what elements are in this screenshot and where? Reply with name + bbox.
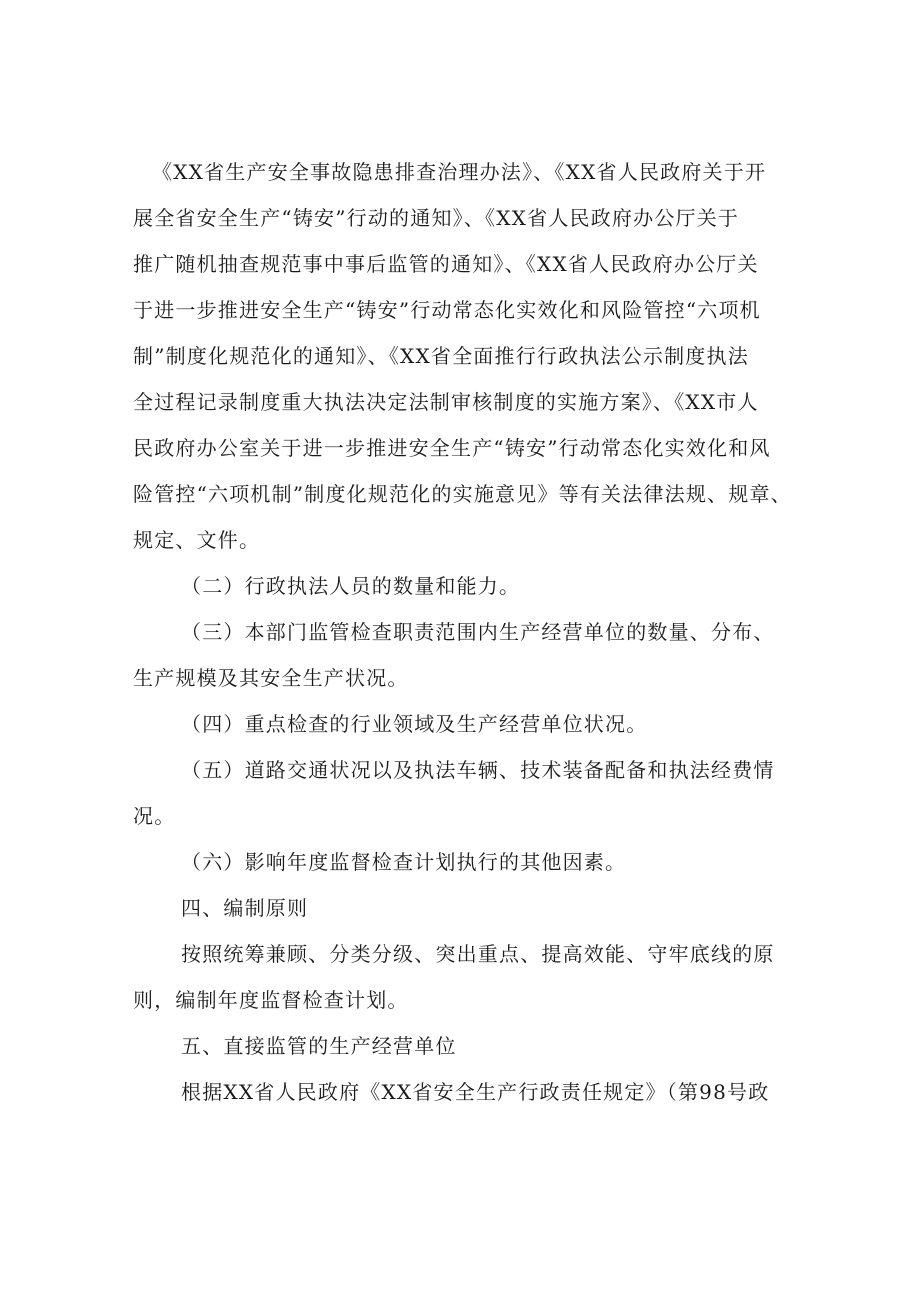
text-line: 根据XX省人民政府《XX省安全生产行政责任规定》（第98号政 bbox=[181, 1080, 770, 1104]
section-heading: 五、直接监管的生产经营单位 bbox=[181, 1034, 457, 1058]
text-line: 险管控“六项机制”制度化规范化的实施意见》等有关法律法规、规章、 bbox=[133, 482, 792, 506]
text-line: 推广随机抽查规范事中事后监管的通知》、《XX省人民政府办公厅关 bbox=[133, 252, 759, 276]
text-line: 制”制度化规范化的通知》、《XX省全面推行行政执法公示制度执法 bbox=[133, 344, 749, 368]
text-line: 《XX省生产安全事故隐患排查治理办法》、《XX省人民政府关于开 bbox=[152, 160, 767, 184]
list-item: （四）重点检查的行业领域及生产经营单位状况。 bbox=[181, 712, 648, 736]
list-item: （五）道路交通状况以及执法车辆、技术装备配备和执法经费情 bbox=[181, 758, 775, 782]
text-line: 则，编制年度监督检查计划。 bbox=[133, 988, 409, 1012]
text-line: 全过程记录制度重大执法决定法制审核制度的实施方案》、《XX市人 bbox=[133, 390, 759, 414]
text-line: 生产规模及其安全生产状况。 bbox=[133, 666, 409, 690]
text-line: 规定、文件。 bbox=[133, 528, 261, 552]
list-item: （六）影响年度监督检查计划执行的其他因素。 bbox=[181, 850, 627, 874]
text-line: 展全省安全生产“铸安”行动的通知》、《XX省人民政府办公厅关于 bbox=[133, 206, 740, 230]
section-heading: 四、编制原则 bbox=[181, 896, 309, 920]
text-line: 况。 bbox=[133, 804, 176, 828]
text-line: 按照统筹兼顾、分类分级、突出重点、提高效能、守牢底线的原 bbox=[181, 942, 775, 966]
list-item: （二）行政执法人员的数量和能力。 bbox=[181, 574, 521, 598]
list-item: （三）本部门监管检查职责范围内生产经营单位的数量、分布、 bbox=[181, 620, 775, 644]
text-line: 于进一步推进安全生产“铸安”行动常态化实效化和风险管控“六项机 bbox=[133, 298, 761, 322]
text-line: 民政府办公室关于进一步推进安全生产“铸安”行动常态化实效化和风 bbox=[133, 436, 771, 460]
